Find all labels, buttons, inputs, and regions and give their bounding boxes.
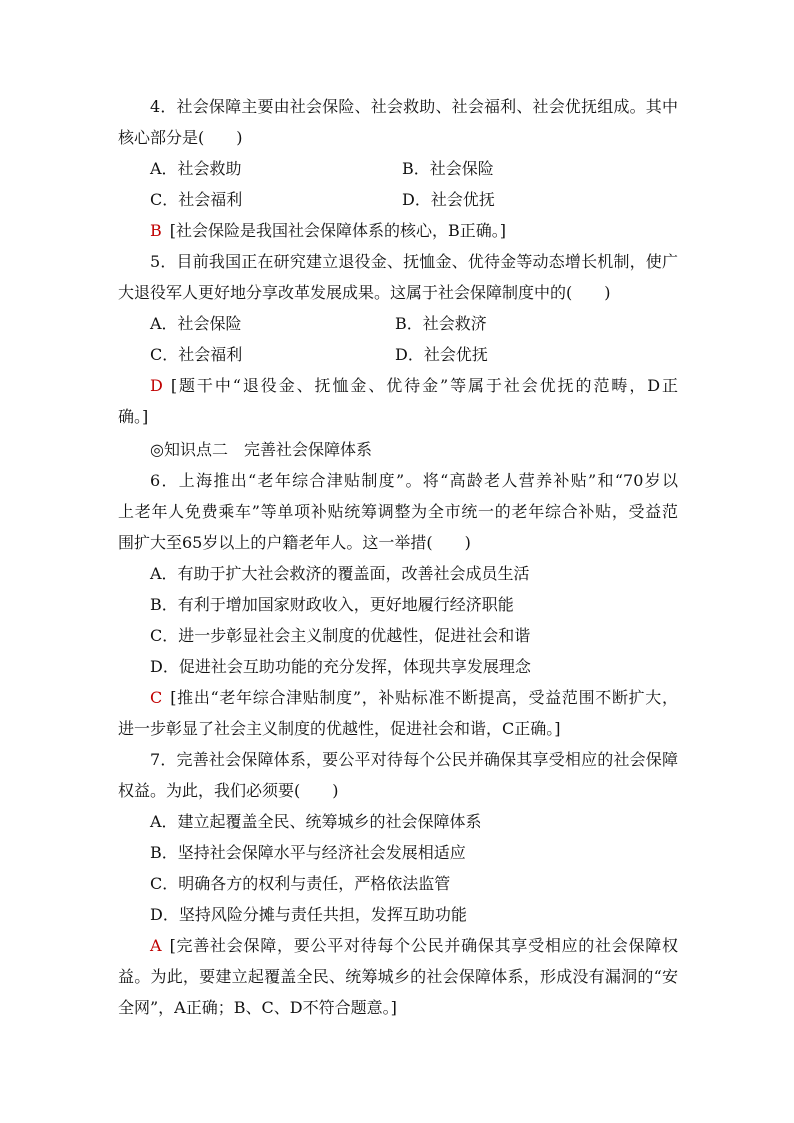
q4-stem-line1: 4．社会保障主要由社会保险、社会救助、社会福利、社会优抚组成。其中 (150, 97, 678, 116)
q7-option-a: A．建立起覆盖全民、统筹城乡的社会保障体系 (150, 812, 482, 831)
q7-answer-line1 (150, 936, 678, 956)
q7-option-c: C．明确各方的权利与责任，严格依法监管 (150, 874, 451, 893)
q5-stem-line1: 5．目前我国正在研究建立退役金、抚恤金、优待金等动态增长机制，使广 (150, 252, 678, 271)
q6-option-b: B．有利于增加国家财政收入，更好地履行经济职能 (150, 595, 514, 614)
q6-option-a: A．有助于扩大社会救济的覆盖面，改善社会成员生活 (150, 564, 530, 583)
q7-option-d: D．坚持风险分摊与责任共担，发挥互助功能 (150, 905, 467, 924)
q4-option-b: B．社会保险 (402, 159, 494, 178)
q4-answer-letter: B (150, 221, 162, 240)
q6-answer-line2: 进一步彰显了社会主义制度的优越性，促进社会和谐，C正确。] (118, 719, 561, 738)
q5-option-d: D．社会优抚 (395, 345, 488, 364)
q4-option-c: C．社会福利 (150, 190, 243, 209)
q5-answer-letter: D (150, 376, 163, 395)
q5-answer-text1: [题干中“退役金、抚恤金、优待金”等属于社会优抚的范畴，D正 (170, 376, 678, 395)
q5-stem-line2: 大退役军人更好地分享改革发展成果。这属于社会保障制度中的( ) (118, 283, 611, 302)
q7-answer-line3: 全网”，A正确；B、C、D不符合题意。] (118, 998, 397, 1017)
q7-option-b: B．坚持社会保障水平与经济社会发展相适应 (150, 843, 466, 862)
q5-option-a: A．社会保险 (150, 314, 242, 333)
q6-answer-line1 (150, 688, 678, 708)
q5-answer-line2: 确。] (118, 407, 149, 426)
q4-stem-line2: 核心部分是( ) (118, 128, 243, 147)
q6-stem-line3: 围扩大至65岁以上的户籍老年人。这一举措( ) (118, 533, 471, 552)
q7-stem-line2: 权益。为此，我们必须要( ) (118, 781, 339, 800)
q4-answer (150, 221, 710, 241)
q4-answer-text: [社会保险是我国社会保障体系的核心，B正确。] (169, 221, 507, 240)
q6-stem-line2: 上老年人免费乘车”等单项补贴统筹调整为全市统一的老年综合补贴，受益范 (118, 502, 678, 521)
q5-option-b: B．社会救济 (395, 314, 487, 333)
q6-option-d: D．促进社会互助功能的充分发挥，体现共享发展理念 (150, 657, 531, 676)
q6-stem-line1: 6．上海推出“老年综合津贴制度”。将“高龄老人营养补贴”和“70岁以 (150, 471, 678, 490)
q7-answer-line2: 益。为此，要建立起覆盖全民、统筹城乡的社会保障体系，形成没有漏洞的“安 (118, 967, 678, 986)
q5-option-c: C．社会福利 (150, 345, 243, 364)
q6-answer-letter: C (150, 688, 163, 707)
q7-stem-line1: 7．完善社会保障体系，要公平对待每个公民并确保其享受相应的社会保障 (150, 750, 678, 769)
q4-option-d: D．社会优抚 (402, 190, 495, 209)
q6-option-c: C．进一步彰显社会主义制度的优越性，促进社会和谐 (150, 626, 531, 645)
section-heading: ◎知识点二 完善社会保障体系 (150, 440, 372, 459)
q5-answer-line1 (150, 376, 678, 396)
q7-answer-text1: [完善社会保障，要公平对待每个公民并确保其享受相应的社会保障权 (169, 936, 678, 955)
q6-answer-text1: [推出“老年综合津贴制度”，补贴标准不断提高，受益范围不断扩大， (170, 688, 678, 707)
q4-option-a: A．社会救助 (150, 159, 242, 178)
q7-answer-letter: A (150, 936, 162, 955)
